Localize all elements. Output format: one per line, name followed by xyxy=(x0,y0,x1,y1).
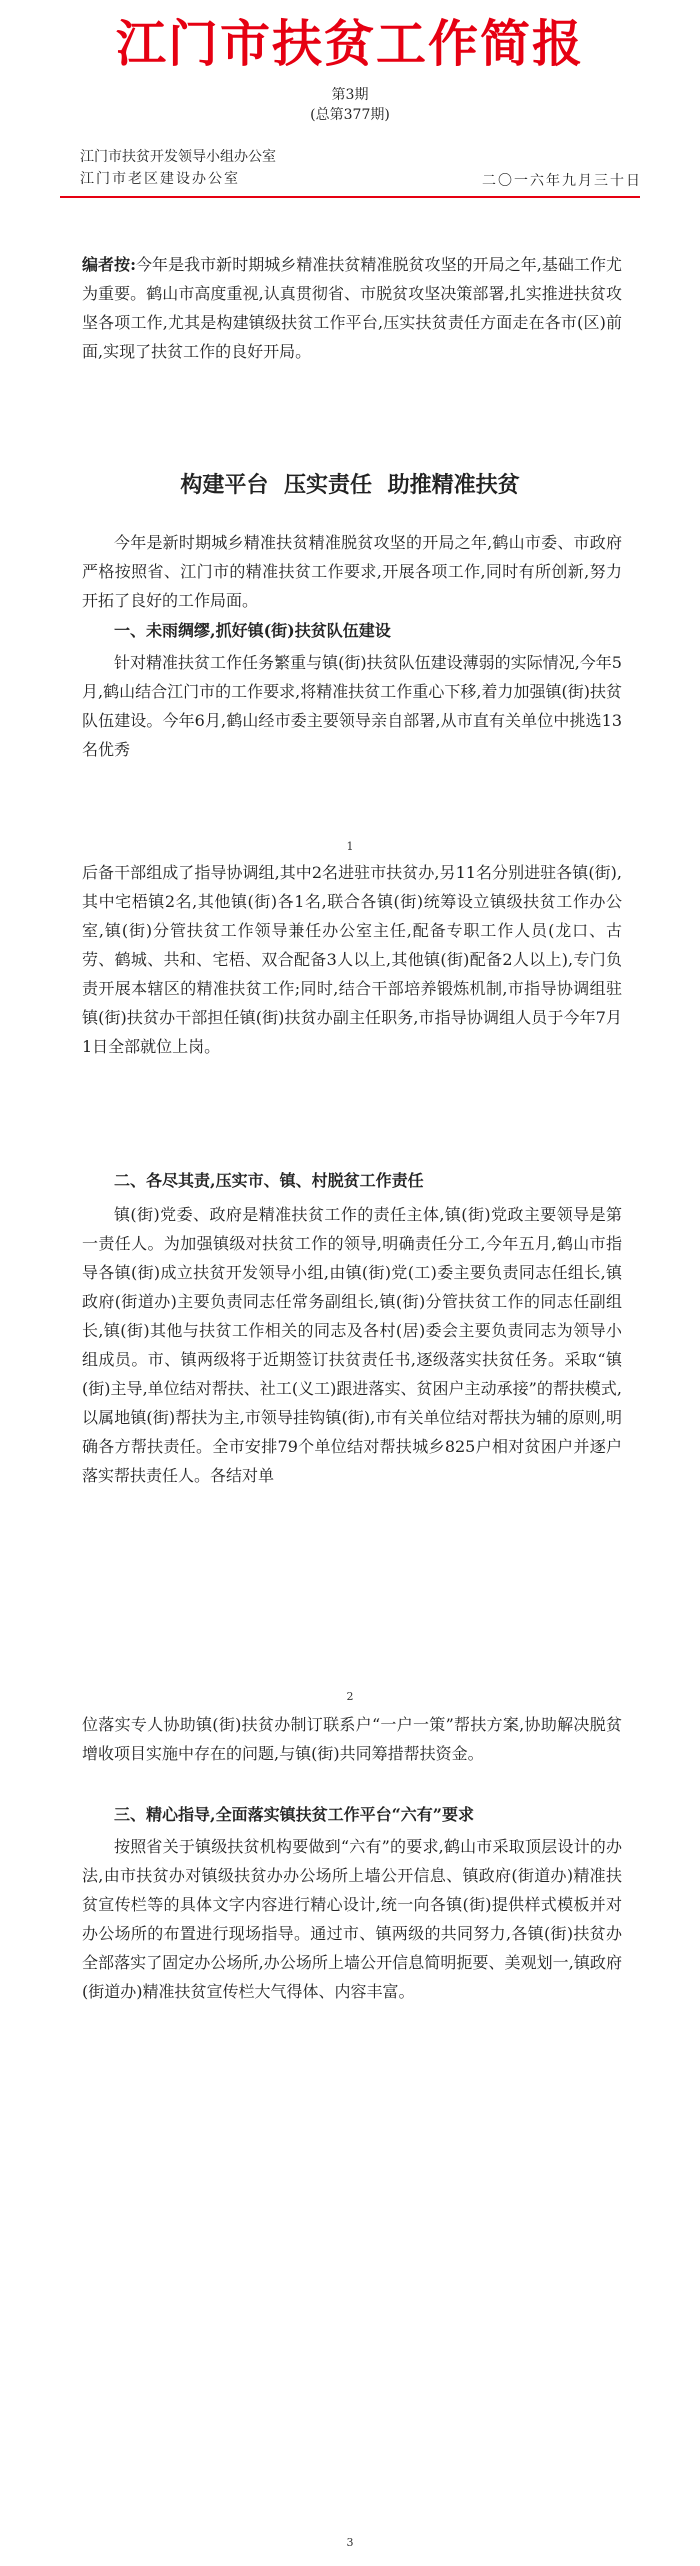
header-divider xyxy=(60,196,640,198)
editor-note-text: 今年是我市新时期城乡精准扶贫精准脱贫攻坚的开局之年,基础工作尤为重要。鹤山市高度重视,认真贯彻省、市脱贫攻坚决策部署,扎实推进扶贫攻坚各项工作,尤其是构建镇级扶贫工作平台,压实扶贫责任方面走在各市(区)前面,实现了扶贫工作的良好开局。 xyxy=(82,255,622,361)
issue-total: (总第377期) xyxy=(310,107,390,123)
section-heading-1: 一、未雨绸缪,抓好镇(街)扶贫队伍建设 xyxy=(114,621,391,640)
article-intro: 今年是新时期城乡精准扶贫精准脱贫攻坚的开局之年,鹤山市委、市政府严格按照省、江门市的精准扶贫工作要求,开展各项工作,同时有所创新,努力开拓了良好的工作局面。 xyxy=(82,533,622,610)
page-number-1: 1 xyxy=(346,840,354,853)
editor-note xyxy=(82,250,622,366)
page-number-3: 3 xyxy=(346,2536,354,2549)
issuing-office-1: 江门市扶贫开发领导小组办公室 xyxy=(80,149,276,165)
section-heading-3: 三、精心指导,全面落实镇扶贫工作平台“六有”要求 xyxy=(114,1805,474,1824)
bulletin-masthead: 江门市扶贫工作简报 xyxy=(116,14,584,73)
section-heading-2: 二、各尽其责,压实市、镇、村脱贫工作责任 xyxy=(114,1171,424,1190)
issuing-office-2: 江门市老区建设办公室 xyxy=(80,171,240,187)
section-2-paragraph-b: 位落实专人协助镇(街)扶贫办制订联系户“一户一策”帮扶方案,协助解决脱贫增收项目实施中存在的问题,与镇(街)共同筹措帮扶资金。 xyxy=(82,1715,622,1763)
page-number-2: 2 xyxy=(346,1690,354,1703)
issue-number: 第3期 xyxy=(331,87,369,103)
section-1-paragraph-b: 后备干部组成了指导协调组,其中2名进驻市扶贫办,另11名分别进驻各镇(街),其中宅梧镇2名,其他镇(街)各1名,联合各镇(街)统筹设立镇级扶贫工作办公室,镇(街)分管扶贫工作领导兼任办公室主任,配备专职工作人员(龙口、古劳、鹤城、共和、宅梧、双合配备3人以上,其他镇(街)配备2人以上),专门负责开展本辖区的精准扶贫工作;同时,结合干部培养锻炼机制,市指导协调组驻镇(街)扶贫办干部担任镇(街)扶贫办副主任职务,市指导协调组人员于今年7月1日全部就位上岗。 xyxy=(82,863,622,1056)
section-1-paragraph-a: 针对精准扶贫工作任务繁重与镇(街)扶贫队伍建设薄弱的实际情况,今年5月,鹤山结合江门市的工作要求,将精准扶贫工作重心下移,着力加强镇(街)扶贫队伍建设。今年6月,鹤山经市委主要领导亲自部署,从市直有关单位中挑选13名优秀 xyxy=(82,653,622,759)
section-2-paragraph-a: 镇(街)党委、政府是精准扶贫工作的责任主体,镇(街)党政主要领导是第一责任人。为加强镇级对扶贫工作的领导,明确责任分工,今年五月,鹤山市指导各镇(街)成立扶贫开发领导小组,由镇(街)党(工)委主要负责同志任组长,镇政府(街道办)主要负责同志任常务副组长,镇(街)分管扶贫工作的同志任副组长,镇(街)其他与扶贫工作相关的同志及各村(居)委会主要负责同志为领导小组成员。市、镇两级将于近期签订扶贫责任书,逐级落实扶贫任务。采取“镇(街)主导,单位结对帮扶、社工(义工)跟进落实、贫困户主动承接”的帮扶模式,以属地镇(街)帮扶为主,市领导挂钩镇(街),市有关单位结对帮扶为辅的原则,明确各方帮扶责任。全市安排79个单位结对帮扶城乡825户相对贫困户并逐户落实帮扶责任人。各结对单 xyxy=(82,1205,622,1485)
issue-date: 二〇一六年九月三十日 xyxy=(482,173,642,189)
section-3-paragraph: 按照省关于镇级扶贫机构要做到“六有”的要求,鹤山市采取顶层设计的办法,由市扶贫办对镇级扶贫办办公场所上墙公开信息、镇政府(街道办)精准扶贫宣传栏等的具体文字内容进行精心设计,统一向各镇(街)提供样式模板并对办公场所的布置进行现场指导。通过市、镇两级的共同努力,各镇(街)扶贫办全部落实了固定办公场所,办公场所上墙公开信息简明扼要、美观划一,镇政府(街道办)精准扶贫宣传栏大气得体、内容丰富。 xyxy=(82,1837,622,2001)
article-title: 构建平台 压实责任 助推精准扶贫 xyxy=(180,472,520,498)
editor-note-label: 编者按: xyxy=(82,255,136,274)
